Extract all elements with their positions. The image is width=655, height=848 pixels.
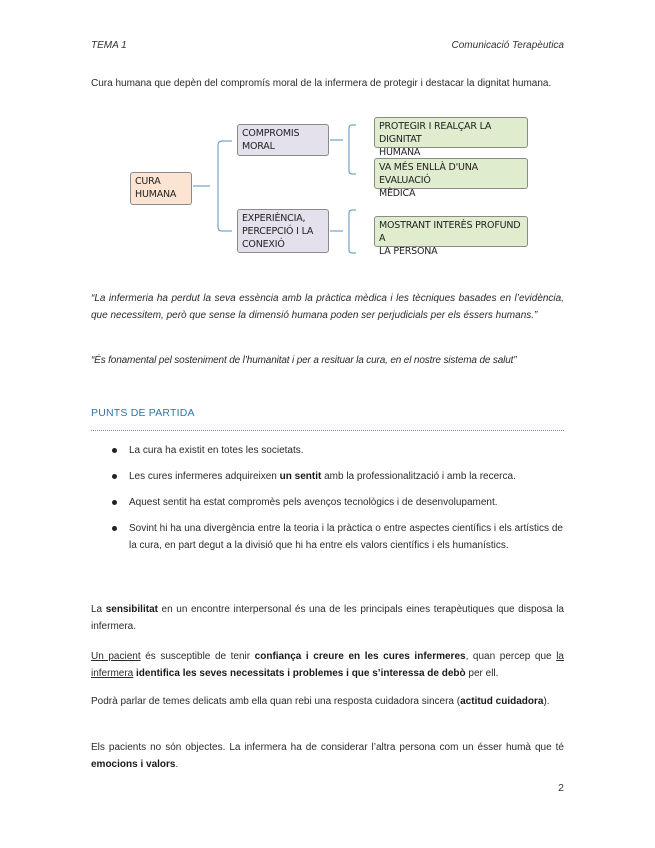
bullet-icon [112, 526, 117, 531]
branch-line-2: MORAL [242, 141, 275, 152]
leaf-line-1: PROTEGIR I REALÇAR LA DIGNITAT [379, 121, 492, 145]
quote-paragraph: “La infermeria ha perdut la seva essència amb la pràctica mèdica i les tècniques basades en l’evidència, que necessitem, però que sense la dimensió humana poden ser perjudicials per els éssers humans.” [91, 293, 564, 321]
leaf-line-1: MOSTRANT INTERÈS PROFUND A [379, 220, 521, 244]
bullet-text: Sovint hi ha una divergència entre la teoria i la pràctica o entre aspectes científics i els artístics de la cura, en part degut a la divisió que hi ha entre els valors científics i els humanístics. [129, 523, 563, 551]
header-left: TEMA 1 [91, 40, 127, 51]
body-paragraph: Els pacients no són objectes. La infermera ha de considerar l’altra persona com un ésser humà que té emocions i valors. [91, 742, 564, 770]
header-right: Comunicació Terapèutica [451, 40, 564, 51]
bullet-list [129, 442, 563, 554]
emphasis: actitud cuidadora [460, 696, 544, 707]
leaf-line-2: HUMANA [379, 147, 421, 158]
list-item [129, 494, 563, 511]
emphasis: sensibilitat [105, 604, 158, 615]
emphasis: emocions i valors [91, 759, 176, 770]
branch-line-3: CONEXIÓ [242, 239, 285, 250]
diagram-branch-box [237, 124, 329, 156]
bullet-text: amb la professionalització i amb la recerca. [321, 471, 516, 482]
body-paragraph: Un pacient és susceptible de tenir confiança i creure en les cures infermeres, quan percep que la infermera identifica les seves necessitats i problemes i que s’interessa de debò per ell. [91, 651, 564, 679]
leaf-line-1: VA MÉS ENLLÀ D'UNA EVALUACIÓ [379, 162, 478, 186]
branch1-bracket [349, 125, 356, 174]
bullet-icon [112, 448, 117, 453]
branch-line-1: COMPROMIS [242, 128, 300, 139]
leaf-line-2: LA PERSONA [379, 246, 438, 257]
bullet-text: La cura ha existit en totes les societats. [129, 445, 304, 456]
section-title: PUNTS DE PARTIDA [91, 407, 195, 419]
list-item [129, 468, 563, 485]
branch-line-1: EXPERIÈNCIA, [242, 213, 306, 224]
underlined-term: Un pacient [91, 651, 141, 662]
diagram-root-box [130, 172, 192, 205]
diagram-leaf-box [374, 158, 528, 199]
list-item [129, 442, 563, 459]
list-item [129, 520, 563, 554]
intro-paragraph: Cura humana que depèn del compromís moral de la infermera de protegir i destacar la dignitat humana. [91, 78, 552, 89]
root-line-1: CURA [135, 176, 161, 187]
root-bracket [218, 141, 232, 231]
diagram-leaf-box [374, 216, 528, 257]
branch-line-2: PERCEPCIÓ I LA [242, 226, 314, 237]
diagram-leaf-box [374, 117, 528, 158]
section-divider [91, 430, 564, 431]
underlined-term: la infermera [91, 651, 564, 679]
bullet-emphasis: un sentit [279, 471, 322, 482]
body-paragraph: La sensibilitat en un encontre interpersonal és una de les principals eines terapèutiques que disposa la infermera. [91, 604, 564, 632]
leaf-line-2: MÈDICA [379, 188, 416, 199]
branch2-bracket [349, 210, 356, 253]
emphasis: confiança i creure en les cures infermeres [254, 651, 466, 662]
quote-paragraph: “És fonamental pel sosteniment de l’humanitat i per a resituar la cura, en el nostre sistema de salut” [91, 355, 517, 366]
body-paragraph: Podrà parlar de temes delicats amb ella quan rebi una resposta cuidadora sincera (actitud cuidadora). [91, 696, 550, 707]
bullet-text: Les cures infermeres adquireixen [129, 471, 280, 482]
page-number: 2 [558, 782, 564, 794]
emphasis: identifica les seves necessitats i problemes i que s’interessa de debò [136, 668, 466, 679]
bullet-icon [112, 500, 117, 505]
bullet-text: Aquest sentit ha estat compromès pels avenços tecnològics i de desenvolupament. [129, 497, 498, 508]
diagram-branch-box [237, 209, 329, 253]
bullet-icon [112, 474, 117, 479]
root-line-2: HUMANA [135, 189, 177, 200]
